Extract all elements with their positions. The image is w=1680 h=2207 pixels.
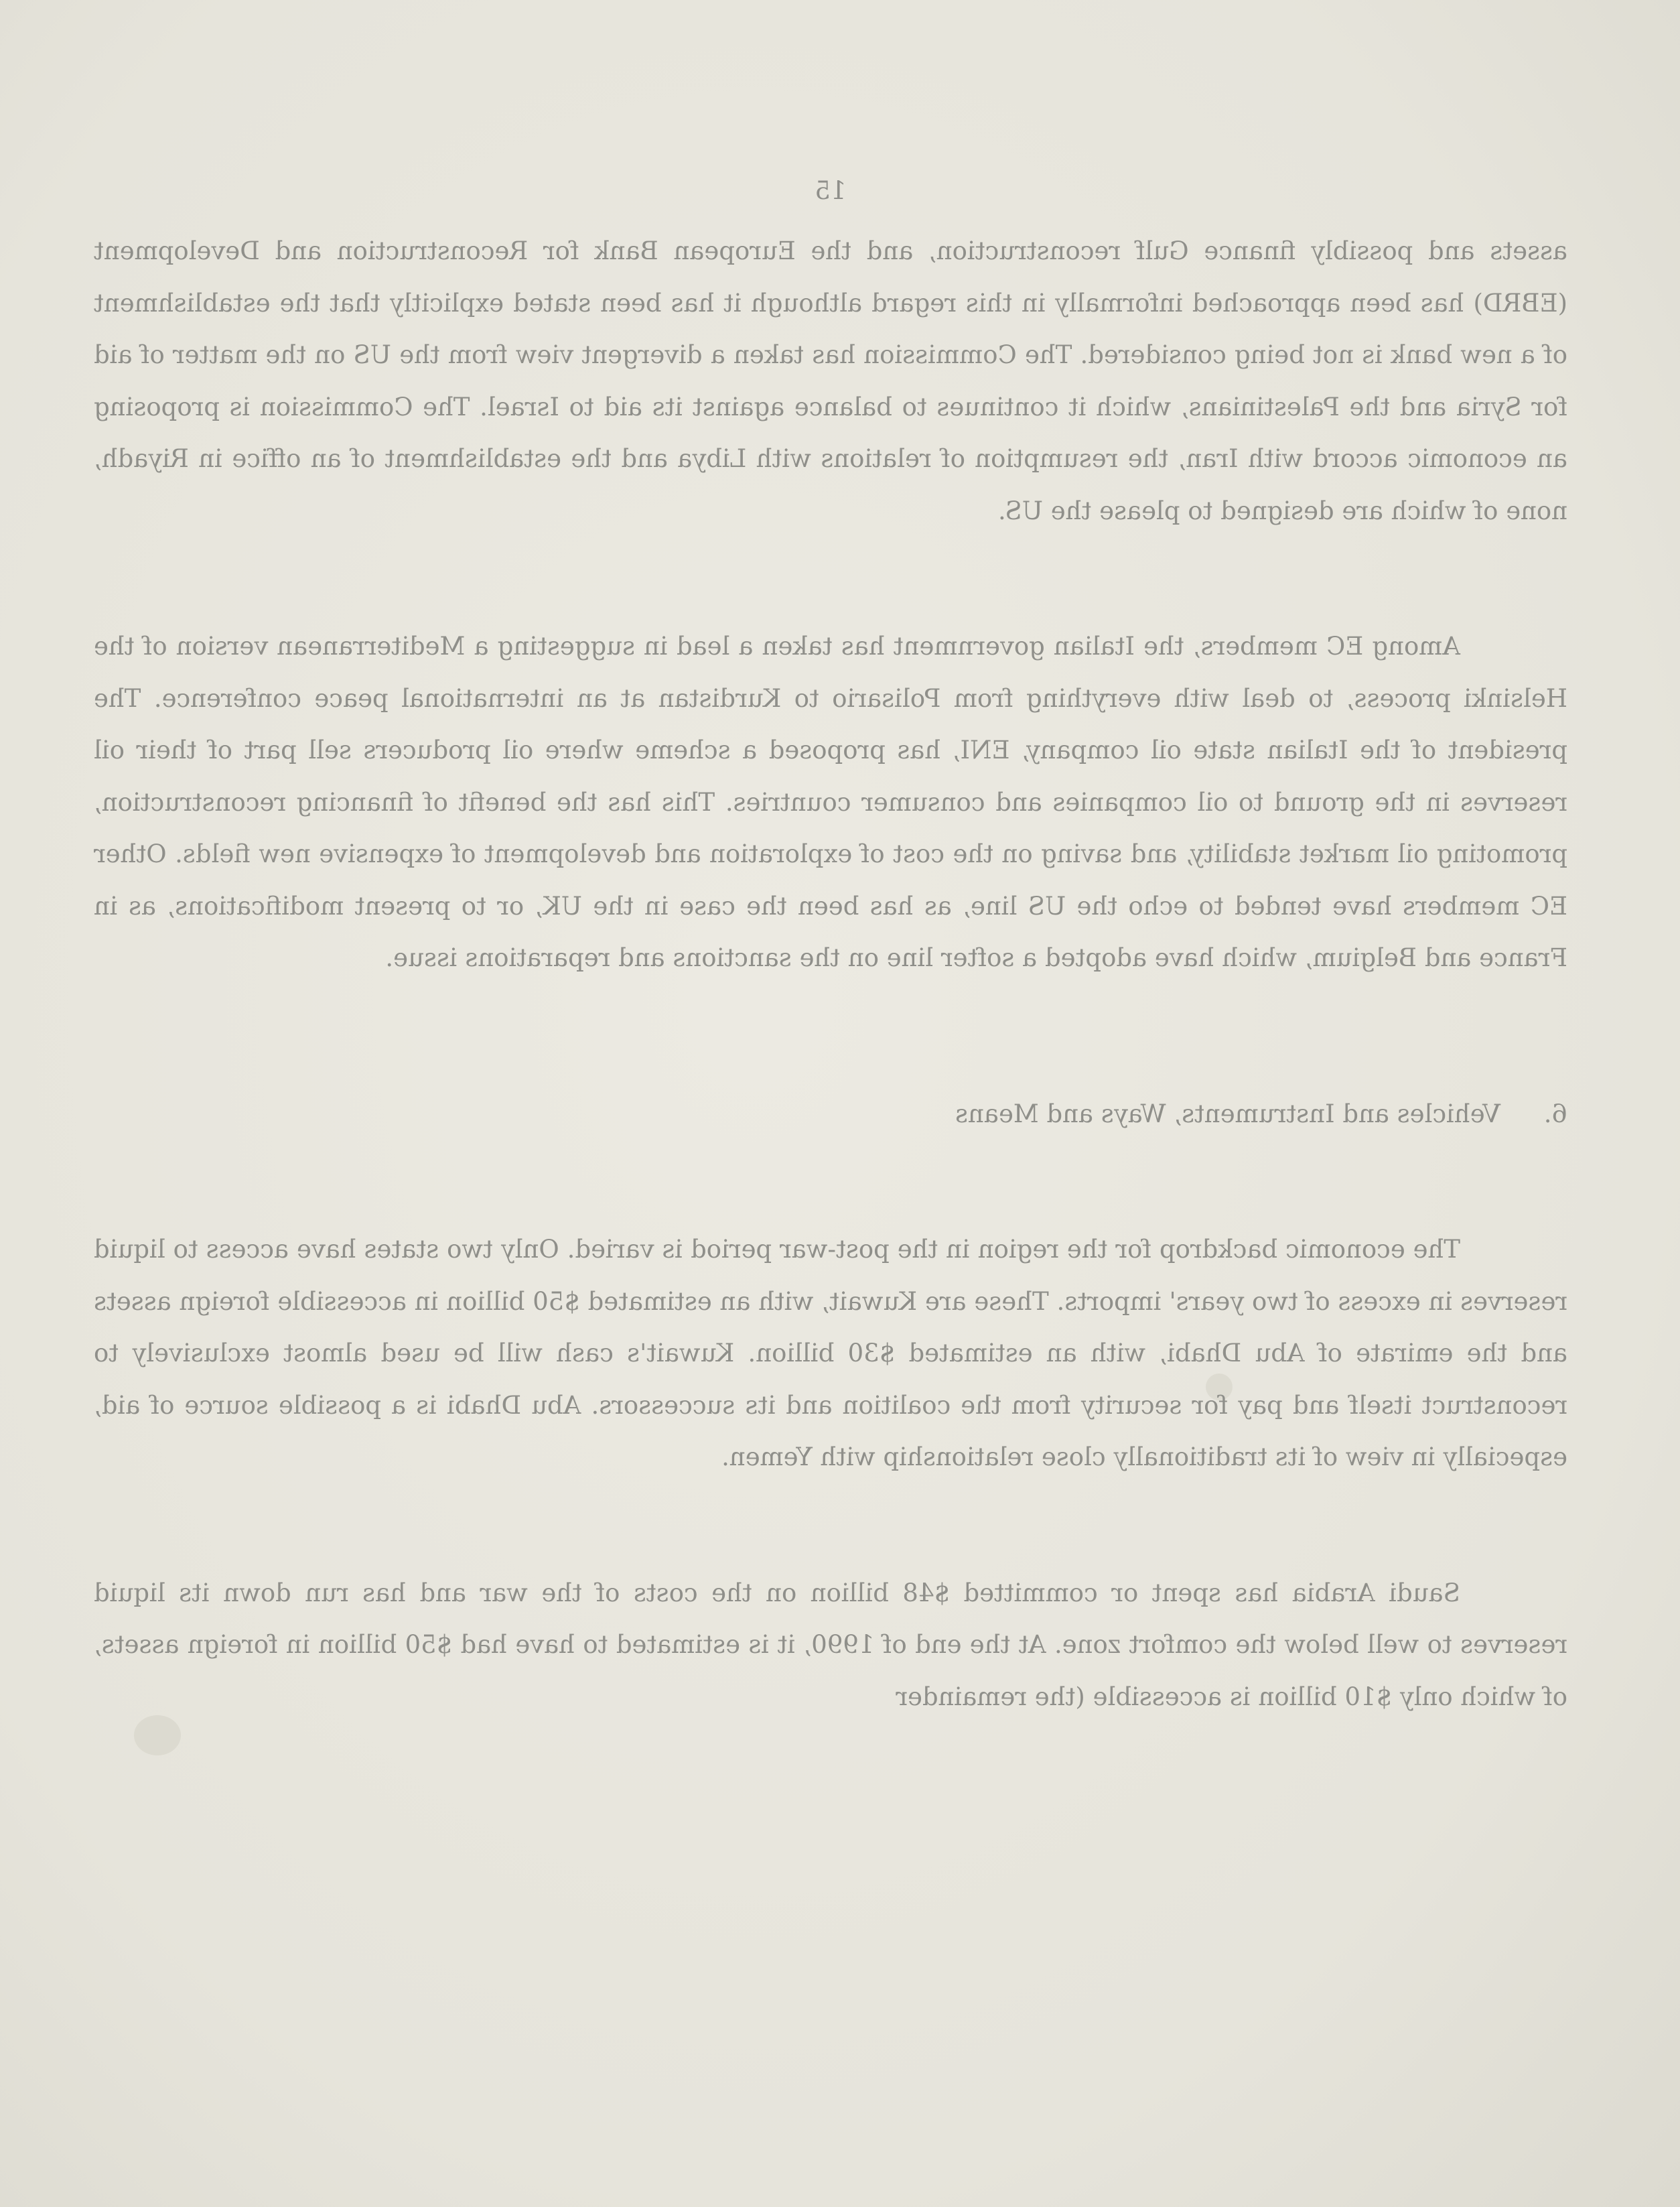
paragraph-gap — [94, 1483, 1567, 1567]
section-heading-text: Vehicles and Instruments, Ways and Means — [955, 1099, 1500, 1128]
paragraph-gap — [94, 537, 1567, 620]
paragraph: Saudi Arabia has spent or committed $48 billion on the costs of the war and has run down its liquid reserves to well below the comfort zone. At the end of 1990, it is estimated to have had $50 billion in foreign assets, of which only $10 billion is accessible (the remainder — [94, 1578, 1567, 1711]
mirrored-document-page — [94, 168, 1567, 1723]
paragraph: assets and possibly finance Gulf reconstruction, and the European Bank for Reconstruction and Development (EBRD) has been approached informally in this regard although it has been stated explicitly that the establishment of a new bank is not being considered. The Commission has taken a divergent view from the US on the matter of aid for Syria and the Palestinians, which it continues to balance against its aid to Israel. The Commission is proposing an economic accord with Iran, the resumption of relations with Libya and the establishment of an office in Riyadh, none of which are designed to please the US. — [94, 237, 1567, 525]
paragraph: The economic backdrop for the region in the post-war period is varied. Only two states have access to liquid reserves in excess of two years' imports. These are Kuwait, with an estimated $50 billion in accessible foreign assets and the emirate of Abu Dhabi, with an estimated $30 billion. Kuwait's cash will be used almost exclusively to reconstruct itself and pay for security from the coalition and its successors. Abu Dhabi is a possible source of aid, especially in view of its traditionally close relationship with Yemen. — [94, 1235, 1567, 1471]
paragraph-gap — [94, 984, 1567, 1088]
paragraph: Among EC members, the Italian government has taken a lead in suggesting a Mediterranean version of the Helsinki process, to deal with everything from Polisario to Kurdistan at an international peace conference. The president of the Italian state oil company, ENI, has proposed a scheme where oil producers sell part of their oil reserves in the ground to oil companies and consumer countries. This has the benefit of financing reconstruction, promoting oil market stability, and saving on the cost of exploration and development of expensive new fields. Other EC members have tended to echo the US line, as has been the case in the UK, or to present modifications, as in France and Belgium, which have adopted a softer line on the sanctions and reparations issue. — [94, 632, 1567, 972]
page-number: 15 — [815, 176, 847, 205]
paragraph-gap — [94, 1140, 1567, 1223]
section-heading — [94, 1088, 1567, 1140]
section-heading-number: 6. — [1543, 1099, 1567, 1128]
